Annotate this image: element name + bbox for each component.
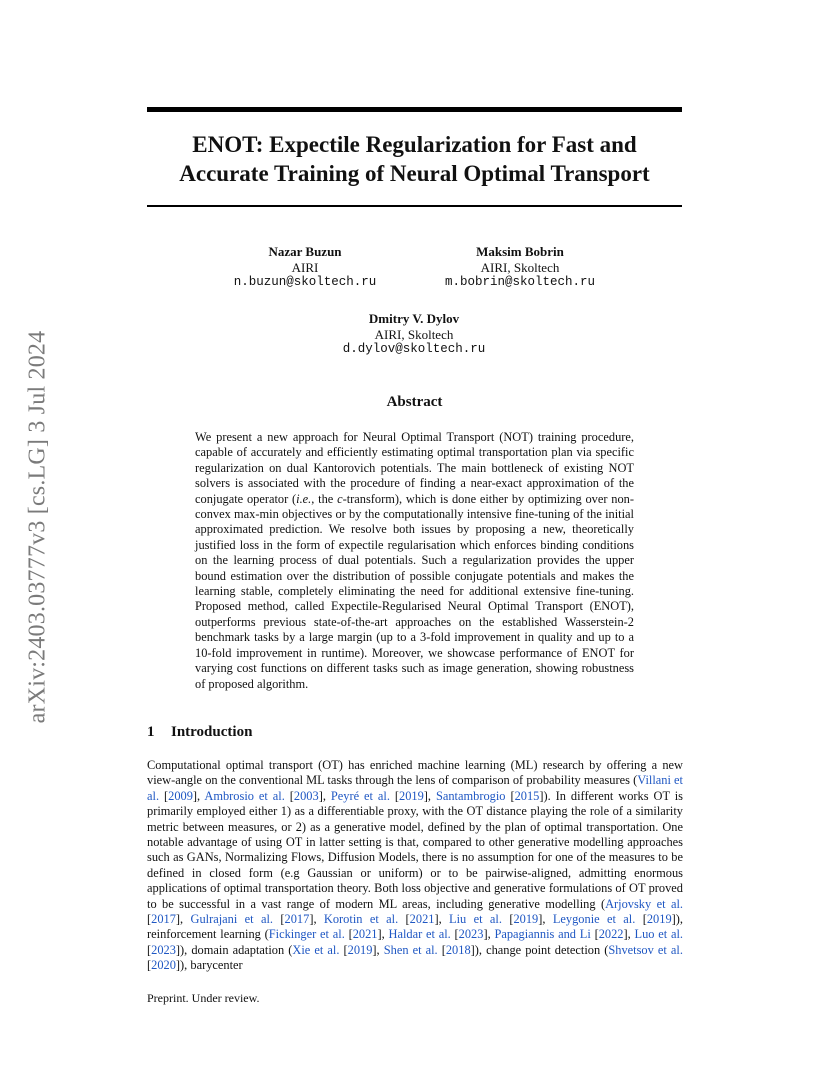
intro-text: [ (389, 788, 400, 803)
author-affiliation: AIRI, Skoltech (374, 326, 454, 342)
intro-text: ], (434, 912, 450, 927)
author-affiliation: AIRI, Skoltech (480, 259, 560, 275)
citation-year-link[interactable]: 2020 (151, 958, 176, 973)
citation-link[interactable]: Leygonie et al. (552, 912, 636, 927)
citation-year-link[interactable]: 2023 (458, 927, 484, 942)
intro-text: [ (147, 912, 152, 927)
intro-text: ], (423, 788, 436, 803)
intro-text: Computational optimal transport (OT) has enriched machine learning (ML) research by offering a new view-angle on the conventional ML tasks through the lens of comparison of probability measures ( (147, 758, 683, 788)
citation-link[interactable]: Fickinger et al. (268, 927, 345, 942)
intro-text: [ (501, 912, 514, 927)
intro-text: ], (372, 942, 384, 957)
citation-link[interactable]: Peyré et al. (330, 788, 390, 803)
intro-text: [ (339, 942, 348, 957)
citation-year-link[interactable]: 2022 (598, 927, 624, 942)
author-email: n.buzun@skoltech.ru (233, 275, 377, 289)
section-number: 1 (147, 724, 155, 740)
citation-year-link[interactable]: 2019 (347, 942, 373, 957)
citation-link[interactable]: Luo et al. (634, 927, 683, 942)
section-heading (147, 724, 252, 741)
intro-text: [ (450, 927, 459, 942)
title-rule-bottom (147, 205, 682, 207)
intro-text: ], (318, 788, 331, 803)
citation-link[interactable]: Shvetsov et al. (608, 942, 683, 957)
citation-year-link[interactable]: 2009 (168, 788, 193, 803)
introduction-paragraph (147, 758, 683, 974)
author-affiliation: AIRI (291, 259, 319, 275)
intro-text: ]), reinforcement learning ( (147, 912, 683, 942)
intro-text: [ (284, 788, 294, 803)
intro-text: [ (344, 927, 353, 942)
abstract-c-symbol: c (337, 491, 343, 506)
abstract-text-part: We present a new approach for Neural Optimal Transport (NOT) training procedure, capable of accurately and efficiently estimating optimal transportation plan via specific regularization on dual Kantorovich potentials. The main bottleneck of existing NOT solvers is associated with the procedure of finding a near-exact approximation of the conjugate operator ( (195, 430, 634, 506)
intro-text: [ (590, 927, 599, 942)
abstract-ie: i.e. (296, 491, 312, 506)
intro-text: ], (538, 912, 553, 927)
citation-link[interactable]: Liu et al. (449, 912, 502, 927)
intro-text: [ (505, 788, 515, 803)
citation-year-link[interactable]: 2017 (151, 912, 176, 927)
citation-year-link[interactable]: 2023 (151, 942, 176, 957)
intro-text: ]), domain adaptation ( (175, 942, 293, 957)
intro-text: [ (398, 912, 410, 927)
citation-year-link[interactable]: 2019 (513, 912, 539, 927)
author-name: Dmitry V. Dylov (368, 311, 460, 326)
citation-year-link[interactable]: 2017 (284, 912, 310, 927)
intro-text: ], (175, 912, 191, 927)
author-email: d.dylov@skoltech.ru (342, 342, 486, 356)
intro-text: [ (437, 942, 446, 957)
citation-year-link[interactable]: 2019 (646, 912, 672, 927)
citation-link[interactable]: Papagiannis and Li (494, 927, 591, 942)
citation-link[interactable]: Xie et al. (292, 942, 340, 957)
intro-text: [ (147, 958, 152, 973)
author-name: Nazar Buzun (268, 244, 342, 259)
author-email: m.bobrin@skoltech.ru (444, 275, 596, 289)
abstract-text-part: -transform), which is done either by optimizing over non-convex max-min objectives or by the computationally intensive fine-tuning of the initial approximated prediction. We resolve both issues by proposing a new, theoretically justified loss in the form of expectile regularisation which enforces binding conditions on the learning process of dual potentials. Such a regularization provides the upper bound estimation over the distribution of possible conjugate potentials and makes the learning stable, completely eliminating the need for additional extensive fine-tuning. Proposed method, called Expectile-Regularised Neural Optimal Transport (ENOT), outperforms previous state-of-the-art approaches on the established Wasserstein-2 benchmark tasks by a large margin (up to a 3-fold improvement in quality and up to a 10-fold improvement in runtime). Moreover, we showcase performance of ENOT for varying cost functions on different tasks such as image generation, showing robustness of proposed algorithm. (195, 491, 634, 691)
intro-text: ], (483, 927, 495, 942)
intro-text: ], (309, 912, 324, 927)
author-block (405, 244, 635, 291)
intro-text: [ (159, 788, 169, 803)
citation-link[interactable]: Villani et al. (147, 773, 683, 803)
title-rule-top (147, 107, 682, 112)
author-block (299, 311, 529, 358)
citation-link[interactable]: Shen et al. (383, 942, 438, 957)
intro-text: ]), change point detection ( (470, 942, 609, 957)
section-title: Introduction (171, 724, 253, 740)
paper-title: ENOT: Expectile Regularization for Fast and Accurate Training of Neural Optimal Transport (179, 132, 650, 186)
citation-year-link[interactable]: 2021 (409, 912, 435, 927)
intro-text: ]). In different works OT is primarily employed either 1) as a differentiable proxy, with the OT distance playing the role of a similarity metric between measures, or 2) as a generative model, defined by the plan of optimal transportation. One notable advantage of using OT in latter setting is that, compared to other generative modelling approaches such as GANs, Normalizing Flows, Diffusion Models, there is no assumption for one of the measures to be defined in closed form (e.g Gaussian or uniform) or to be pairwise-aligned, admitting enormous applications of optimal transportation theory. Both loss objective and generative formulations of OT proved to be successful in a vast range of modern ML areas, including generative modelling ( (147, 788, 684, 911)
intro-text: ], (192, 788, 205, 803)
abstract-text (195, 430, 634, 692)
preprint-footer: Preprint. Under review. (147, 991, 260, 1005)
citation-year-link[interactable]: 2018 (445, 942, 471, 957)
intro-text: [ (273, 912, 285, 927)
intro-text: [ (635, 912, 647, 927)
intro-text: ]), barycenter (175, 958, 243, 973)
citation-link[interactable]: Haldar et al. (388, 927, 451, 942)
author-name: Maksim Bobrin (476, 244, 564, 259)
citation-link[interactable]: Santambrogio (435, 788, 506, 803)
citation-link[interactable]: Arjovsky et al. (605, 896, 683, 911)
arxiv-identifier: arXiv:2403.03777v3 [cs.LG] 3 Jul 2024 (24, 330, 51, 724)
intro-text: ], (623, 927, 635, 942)
intro-text: ], (377, 927, 389, 942)
citation-year-link[interactable]: 2021 (352, 927, 378, 942)
citation-year-link[interactable]: 2003 (293, 788, 319, 803)
citation-year-link[interactable]: 2019 (399, 788, 424, 803)
citation-link[interactable]: Gulrajani et al. (190, 912, 274, 927)
abstract-heading: Abstract (386, 394, 443, 410)
author-block (190, 244, 420, 291)
citation-year-link[interactable]: 2015 (514, 788, 540, 803)
citation-link[interactable]: Korotin et al. (323, 912, 399, 927)
abstract-text-part: , the (311, 491, 338, 506)
intro-text: [ (147, 942, 152, 957)
citation-link[interactable]: Ambrosio et al. (204, 788, 285, 803)
